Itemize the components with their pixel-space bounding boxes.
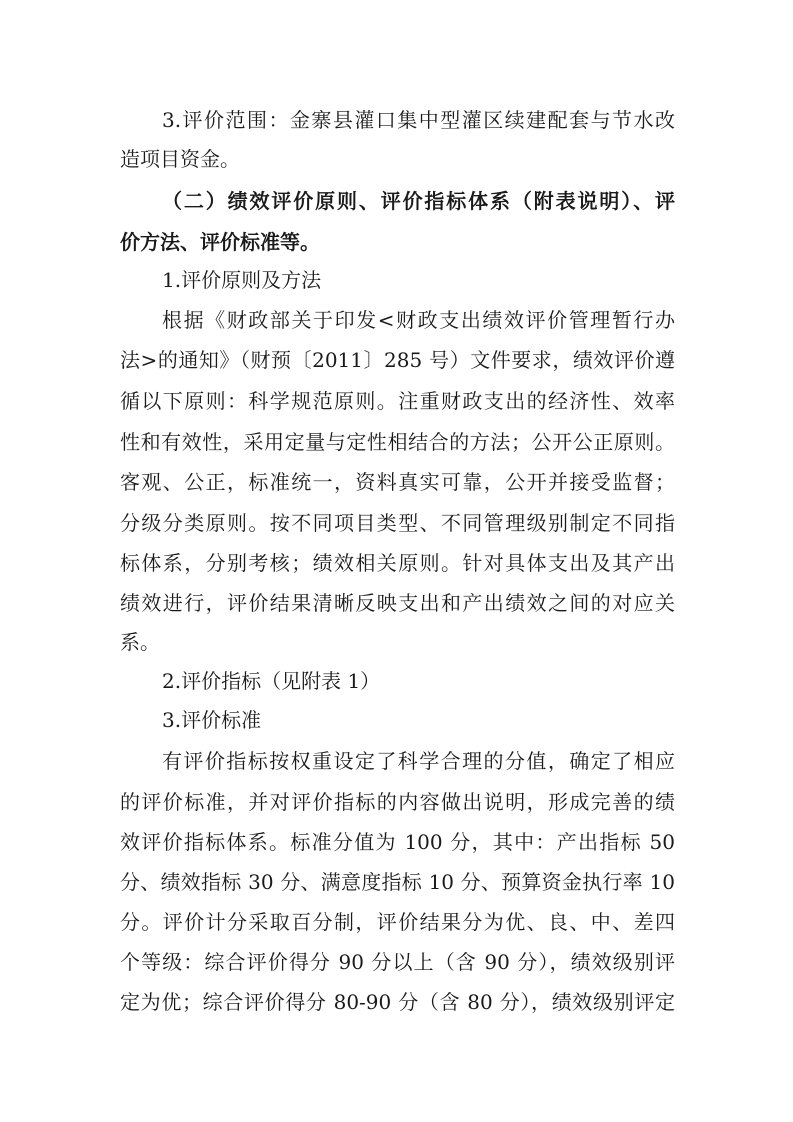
section-heading-line-2: 价方法、评价标准等。 [120,230,320,254]
paragraph-line: 分级分类原则。按不同项目类型、不同管理级别制定不同指 [120,511,675,535]
paragraph-line: 个等级：综合评价得分 90 分以上（含 90 分），绩效级别评 [120,950,675,974]
subheading-standards: 3.评价标准 [162,708,262,732]
paragraph-line: 系。 [120,630,160,654]
paragraph-line: 效评价指标体系。标准分值为 100 分，其中：产出指标 50 [120,830,675,854]
paragraph-line: 分。评价计分采取百分制，评价结果分为优、良、中、差四 [120,910,675,934]
paragraph-line: 有评价指标按权重设定了科学合理的分值，确定了相应 [162,749,675,773]
paragraph-line: 的评价标准，并对评价指标的内容做出说明，形成完善的绩 [120,790,675,814]
paragraph-line: 分、绩效指标 30 分、满意度指标 10 分、预算资金执行率 10 [120,870,675,894]
paragraph-line: 法>的通知》（财预〔2011〕285 号）文件要求，绩效评价遵 [120,348,675,372]
paragraph-line: 定为优；综合评价得分 80-90 分（含 80 分），绩效级别评定 [120,990,675,1014]
subheading-indicators: 2.评价指标（见附表 1） [162,669,381,693]
scope-line-1: 3.评价范围：金寨县灌口集中型灌区续建配套与节水改 [162,108,675,132]
paragraph-line: 循以下原则：科学规范原则。注重财政支出的经济性、效率 [120,389,675,413]
paragraph-line: 标体系，分别考核；绩效相关原则。针对具体支出及其产出 [120,551,675,575]
paragraph-line: 根据《财政部关于印发<财政支出绩效评价管理暂行办 [162,308,675,332]
paragraph-line: 绩效进行，评价结果清晰反映支出和产出绩效之间的对应关 [120,591,675,615]
paragraph-line: 性和有效性，采用定量与定性相结合的方法；公开公正原则。 [120,430,675,454]
paragraph-line: 客观、公正，标准统一，资料真实可靠，公开并接受监督； [120,470,675,494]
section-heading-line-1: （二）绩效评价原则、评价指标体系（附表说明）、评 [162,189,675,213]
subheading-principles: 1.评价原则及方法 [162,268,322,292]
scope-line-2: 造项目资金。 [120,147,240,171]
